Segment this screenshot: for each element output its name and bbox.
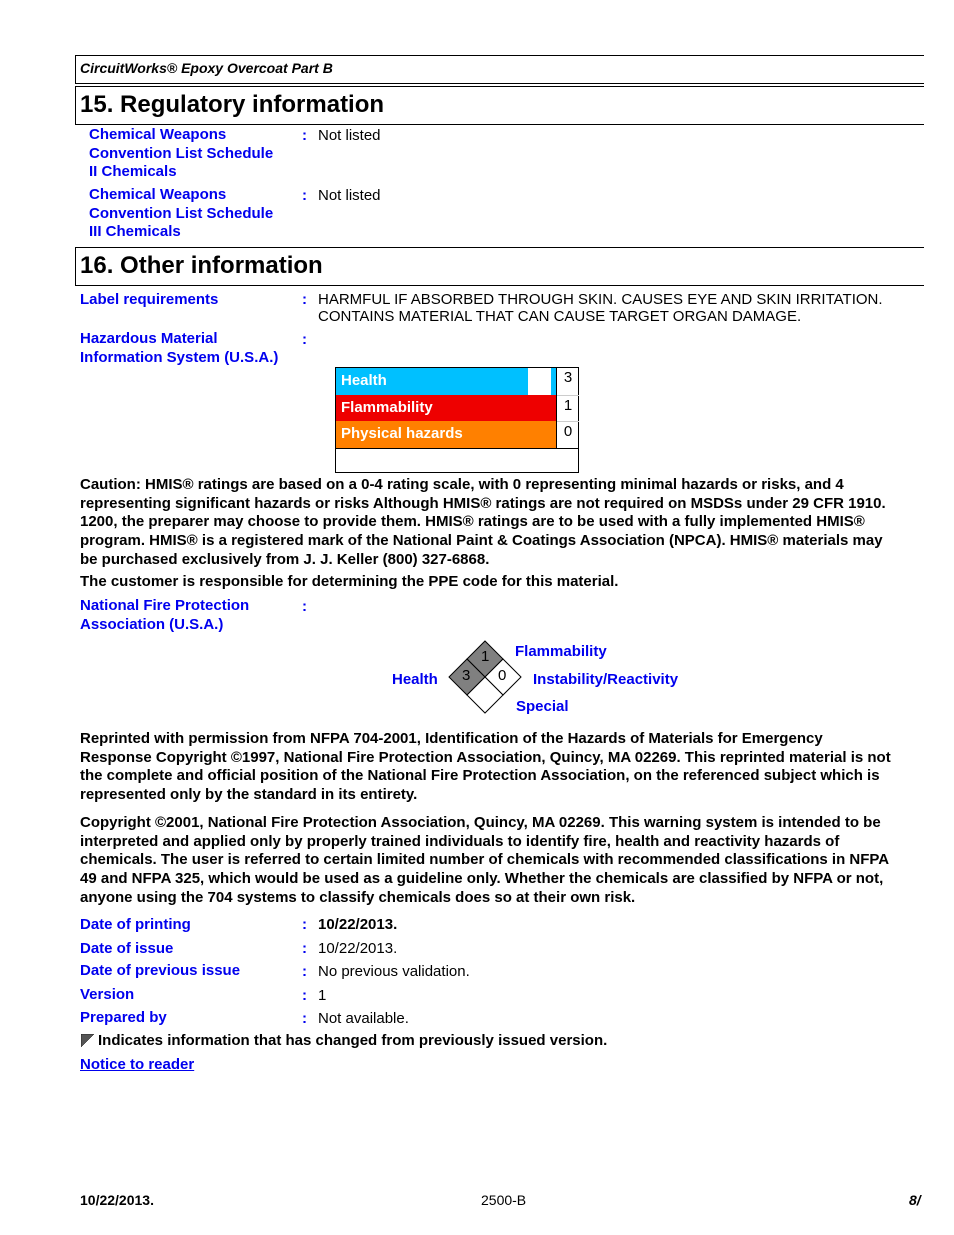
hmis-num-divider — [557, 395, 579, 396]
hmis-health-cell: Health — [336, 368, 528, 395]
label-requirements-value: HARMFUL IF ABSORBED THROUGH SKIN. CAUSES EYE AND SKIN IRRITATION. CONTAINS MATERIAL THAT CAN CAUSE TARGET ORGAN DAMAGE. — [318, 291, 883, 325]
colon: : — [302, 187, 307, 204]
hmis-divider — [335, 448, 579, 449]
hmis-health-value: 3 — [563, 369, 573, 386]
nfpa-flammability-value: 1 — [481, 648, 490, 665]
hmis-label: Hazardous Material Information System (U.S.A.) — [80, 330, 279, 366]
hmis-health-strip — [551, 368, 556, 395]
nfpa-health-label: Health — [392, 671, 438, 688]
cwc-schedule-2-label: Chemical Weapons Convention List Schedule II Chemicals — [89, 126, 274, 180]
date-of-printing-value: 10/22/2013. — [318, 916, 398, 933]
version-label: Version — [80, 986, 135, 1003]
prepared-by-label: Prepared by — [80, 1009, 167, 1026]
colon: : — [302, 963, 307, 980]
label-requirements-label: Label requirements — [80, 291, 219, 308]
nfpa-instability-label: Instability/Reactivity — [533, 671, 679, 688]
hmis-num-divider — [557, 421, 579, 422]
date-of-printing-label: Date of printing — [80, 916, 191, 933]
hmis-physical-value: 0 — [563, 423, 573, 440]
nfpa-reprint-text: Reprinted with permission from NFPA 704-2001, Identification of the Hazards of Materials for Emergency Response Copyright ©1997, National Fire Protection Association, Quincy, MA 02269. This reprinted material is not the complete and official position of the National Fire Protection Association, on the referenced subject which is represented only by the standard in its entirety. — [80, 730, 891, 804]
cwc-schedule-3-label: Chemical Weapons Convention List Schedule III Chemicals — [89, 186, 274, 240]
nfpa-health-value: 3 — [462, 667, 471, 684]
nfpa-instability-value: 0 — [498, 667, 507, 684]
date-of-issue-value: 10/22/2013. — [318, 940, 398, 957]
cwc-schedule-3-value: Not listed — [318, 187, 381, 204]
hmis-flammability-value: 1 — [563, 397, 573, 414]
colon: : — [302, 331, 307, 348]
hmis-caution-text: Caution: HMIS® ratings are based on a 0-4 rating scale, with 0 representing minimal hazards or risks, and 4 representing significant hazards or risks Although HMIS® ratings are not required on MSDSs under 29 CFR 1910. 1200, the preparer may choose to provide them. HMIS® ratings are to be used with a fully implemented HMIS® program. HMIS® is a registered mark of the National Paint & Coatings Association (NPCA). HMIS® materials may be purchased exclusively from J. J. Keller (800) 327-6868. — [80, 476, 886, 568]
change-indicator-text: Indicates information that has changed from previously issued version. — [98, 1032, 608, 1049]
date-of-issue-label: Date of issue — [80, 940, 174, 957]
colon: : — [302, 291, 307, 308]
nfpa-special-label: Special — [516, 698, 569, 715]
nfpa-flammability-label: Flammability — [515, 643, 607, 660]
hmis-flammability-cell: Flammability — [336, 395, 556, 421]
footer-page-number: 8/ — [909, 1192, 921, 1208]
date-of-previous-issue-label: Date of previous issue — [80, 962, 241, 979]
notice-to-reader-link[interactable]: Notice to reader — [80, 1056, 195, 1073]
colon: : — [302, 598, 307, 615]
ppe-note: The customer is responsible for determining the PPE code for this material. — [80, 573, 619, 590]
colon: : — [302, 987, 307, 1004]
hmis-physical-cell: Physical hazards — [336, 421, 556, 448]
version-value: 1 — [318, 987, 327, 1004]
section-15-title: 15. Regulatory information — [80, 91, 385, 118]
footer-date: 10/22/2013. — [80, 1192, 154, 1208]
colon: : — [302, 1010, 307, 1027]
prepared-by-value: Not available. — [318, 1010, 409, 1027]
colon: : — [302, 940, 307, 957]
hmis-health-white-slot — [528, 368, 551, 395]
document-header-title: CircuitWorks® Epoxy Overcoat Part B — [80, 60, 333, 76]
section-16-title: 16. Other information — [80, 252, 323, 279]
nfpa-copyright-text: Copyright ©2001, National Fire Protection Association, Quincy, MA 02269. This warning system is intended to be interpreted and applied only by properly trained individuals to identify fire, health and reactivity hazards of chemicals. The user is referred to certain limited number of chemicals with recommended classifications in NFPA 49 and NFPA 325, which would be used as a guideline only. Whether the chemicals are classified by NFPA or not, anyone using the 704 systems to classify chemicals does so at their own risk. — [80, 814, 890, 906]
nfpa-label: National Fire Protection Association (U.S.A.) — [80, 597, 250, 633]
date-of-previous-issue-value: No previous validation. — [318, 963, 470, 980]
change-indicator-icon — [81, 1034, 95, 1048]
colon: : — [302, 127, 307, 144]
footer-product-code: 2500-B — [481, 1192, 527, 1208]
colon: : — [302, 916, 307, 933]
cwc-schedule-2-value: Not listed — [318, 127, 381, 144]
